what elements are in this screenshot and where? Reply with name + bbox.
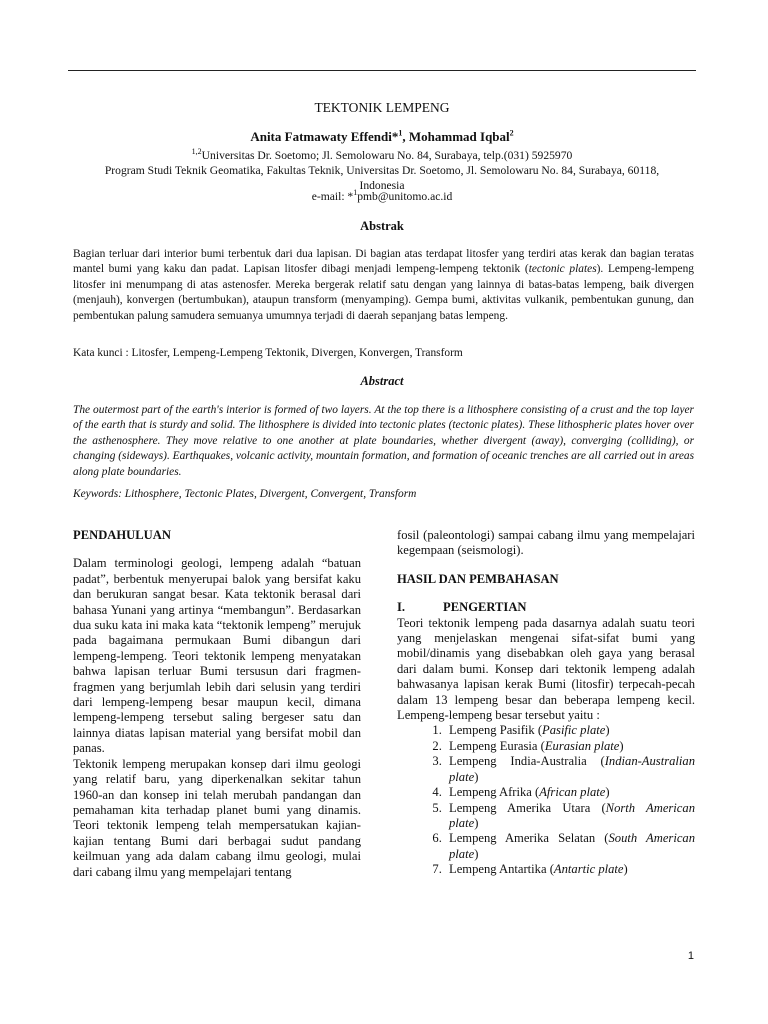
abstract-text: The outermost part of the earth's interior is formed of two layers. At the top there is a lithosphere consisting of a crust and the top layer of the earth that is sturdy and solid. The lithosphere is divided into tectonic plates (tectonic plates). These lithospheric plates hover over the asthenosphere. They move relative to one another at plate boundaries, whether divergent (away), converging (colliding), or changing (sideways). Earthquakes, volcanic activity, mountain formation, and formation of oceanic trenches are all carried out in areas along plate boundaries. [73, 404, 695, 478]
affiliation-line-1: Universitas Dr. Soetomo; Jl. Semolowaru No. 84, Surabaya, telp.(031) 5925970 [201, 149, 573, 162]
plate-name: Lempeng Afrika [449, 785, 532, 800]
plate-list [397, 723, 695, 877]
author-2-sup: 2 [509, 128, 514, 138]
subsection-title: PENGERTIAN [443, 600, 527, 615]
affiliation-line-3: Indonesia [359, 179, 405, 192]
abstrak-text-a: Bagian terluar dari interior bumi terbentuk dari dua lapisan. Di bagian atas terdapat litosfer yang terdiri atas kerak dan bagian teratas mantel bumi yang kaku dan padat. Lapisan litosfer dibagi menjadi lempeng-lempeng tektonik ( [73, 248, 694, 276]
plate-name: Lempeng Amerika Selatan [449, 831, 596, 846]
affiliation [68, 148, 696, 193]
plate-english-name: Indian-Australian plate [449, 754, 695, 784]
plate-list-item: 6. Lempeng Amerika Selatan (South American plate) [445, 831, 695, 862]
plate-english-name: South American plate [449, 831, 695, 861]
plate-english-name: Pasific plate [542, 723, 606, 738]
author-1-sup: 1 [398, 128, 403, 138]
plate-name: Lempeng India-Australia [449, 754, 587, 769]
plate-name: Lempeng Amerika Utara [449, 800, 591, 815]
email-prefix: e-mail: * [311, 190, 354, 203]
subsection-number: I. [397, 600, 406, 615]
abstrak-text-b: ). Lempeng-lempeng litosfer ini menumpang di atas astenosfer. Mereka bergerak relatif satu dengan yang lainnya di batas-batas lempeng, baik divergen (menjauh), konvergen (bertumbukan), ataupun transform (menyamping). Gempa bumi, aktivitas vulkanik, pembentukan gunung, dan pembentukan palung samudera semuanya umumnya terjadi di daerah sepanjang batas lempeng. [73, 263, 694, 322]
plate-name: Lempeng Pasifik [449, 723, 535, 738]
author-2: Mohammad Iqbal [408, 129, 510, 144]
plate-english-name: African plate [539, 785, 606, 800]
section-heading-hasil: HASIL DAN PEMBAHASAN [397, 571, 559, 586]
plate-list-item: 1. Lempeng Pasifik (Pasific plate) [445, 723, 695, 738]
plate-english-name: North American plate [449, 800, 695, 830]
plate-english-name: Antartic plate [553, 862, 624, 877]
author-separator: , [402, 129, 409, 144]
plate-list-item: 7. Lempeng Antartika (Antartic plate) [445, 862, 695, 877]
pendahuluan-paragraph-2: Tektonik lempeng merupakan konsep dari ilmu geologi yang relatif baru, yang diperkenalkan sekitar tahun 1960-an dan konsep ini telah merubah pandangan dan pemahaman kita terhadap planet bumi yang dinamis. Teori tektonik lempeng telah mempersatukan kajian-kajian tentang Bumi dari berbagai sudut pandang keilmuan yang ada dalam cabang ilmu geologi, mulai dari cabang ilmu yang mempelajari tentang [73, 756, 361, 879]
plate-list-item: 4. Lempeng Afrika (African plate) [445, 785, 695, 800]
author-1: Anita Fatmawaty Effendi* [250, 129, 399, 144]
header-rule [68, 70, 696, 71]
plate-list-item: 3. Lempeng India-Australia (Indian-Australian plate) [445, 754, 695, 785]
abstrak-text-italic: tectonic plates [528, 263, 597, 276]
plate-name: Lempeng Antartika [449, 862, 547, 877]
paper-title: TEKTONIK LEMPENG [314, 100, 450, 115]
right-column [397, 528, 695, 878]
author-line [68, 129, 696, 145]
hasil-paragraph-1: Teori tektonik lempeng pada dasarnya adalah suatu teori yang menjelaskan mengenai sifat-sifat bumi yang mobil/dinamis yang disebabkan oleh gaya yang berasal dari dalam bumi. Konsep dari tektonik lempeng adalah bahwasanya lapisan kerak Bumi (litosfir) terpecah-pecah dalam 13 lempeng besar dan beberapa lempeng kecil. Lempeng-lempeng besar tersebut yaitu : [397, 615, 695, 723]
email-address: pmb@unitomo.ac.id [357, 190, 453, 203]
plate-name: Lempeng Eurasia [449, 738, 538, 753]
pendahuluan-paragraph-2-continued: fosil (paleontologi) sampai cabang ilmu yang mempelajari kegempaan (seismologi). [397, 528, 695, 558]
plate-list-item: 2. Lempeng Eurasia (Eurasian plate) [445, 739, 695, 754]
plate-english-name: Eurasian plate [544, 738, 620, 753]
kata-kunci: Kata kunci : Litosfer, Lempeng-Lempeng Tektonik, Divergen, Konvergen, Transform [73, 347, 463, 359]
abstract-heading: Abstract [360, 374, 404, 388]
page-number: 1 [687, 950, 694, 962]
keywords: Keywords: Lithosphere, Tectonic Plates, Divergent, Convergent, Transform [73, 488, 417, 500]
affiliation-line-2: Program Studi Teknik Geomatika, Fakultas Teknik, Universitas Dr. Soetomo, Jl. Semolowaru No. 84, Surabaya, 60118, [104, 164, 660, 177]
abstrak-text [73, 247, 694, 324]
subsection-heading [397, 600, 695, 615]
plate-list-item: 5. Lempeng Amerika Utara (North American plate) [445, 801, 695, 832]
email-line [68, 190, 696, 203]
email-sup: 1 [353, 188, 358, 198]
section-heading-pendahuluan: PENDAHULUAN [73, 528, 171, 542]
affiliation-sup: 1,2 [191, 147, 202, 157]
pendahuluan-paragraph-1: Dalam terminologi geologi, lempeng adalah “batuan padat”, berbentuk menyerupai balok yang bersifat kaku dan berukuran sangat besar. Kata tektonik berasal dari bahasa Yunani yang artinya “membangun”. Berdasarkan dua suku kata ini maka kata “tektonik lempeng” merujuk pada bagaimana permukaan Bumi dibangun dari lempeng-lempeng. Teori tektonik lempeng menyatakan bahwa lapisan terluar Bumi tersusun dari fragmen-fragmen yang berjumlah lebih dari selusin yang terdiri dari lempeng-lempeng besar maupun kecil, dimana lempeng-lempeng tersebut saling bergeser satu dan lainnya diatas lapisan material yang bersifat mobil dan panas. [73, 556, 361, 756]
left-column [73, 528, 361, 880]
abstrak-heading: Abstrak [360, 219, 404, 233]
